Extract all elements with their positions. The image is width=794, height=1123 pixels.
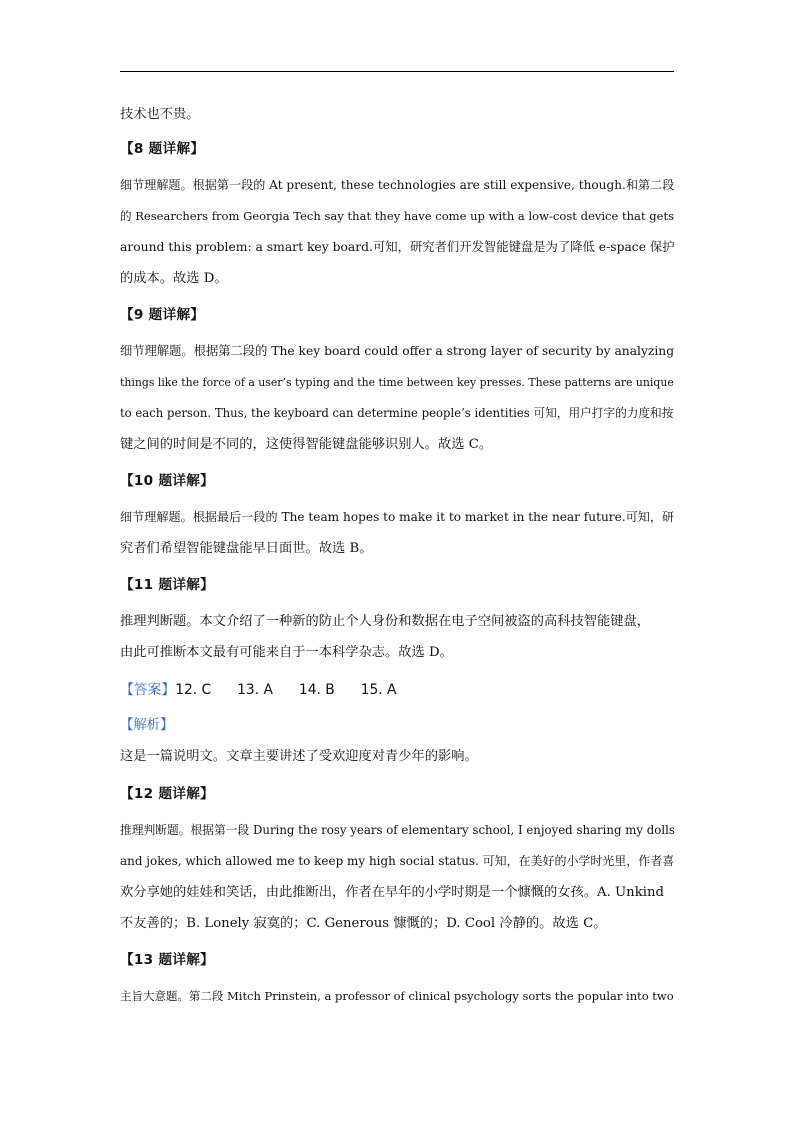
text-line: and jokes, which allowed me to keep my high social status. 可知，在美好的小学时光里，作者喜	[120, 854, 675, 868]
text-line: 细节理解题。根据第二段的 The key board could offer a strong layer of security by analyzing	[120, 344, 675, 358]
text-line: 主旨大意题。第二段 Mitch Prinstein, a professor of clinical psychology sorts the popular into two	[120, 989, 674, 1003]
heading-q12: 【12 题详解】	[120, 786, 215, 802]
text-line: 推理判断题。本文介绍了一种新的防止个人身份和数据在电子空间被盗的高科技智能键盘，	[120, 614, 651, 629]
paragraph-intro	[120, 741, 680, 772]
text-line: things like the force of a user’s typing and the time between key presses. These patterns are unique	[120, 376, 674, 389]
paragraph-q10	[120, 502, 680, 564]
text-line: 不友善的；B. Lonely 寂寞的；C. Generous 慷慨的；D. Cool 冷静的。故选 C。	[120, 916, 607, 931]
heading-q13: 【13 题详解】	[120, 952, 215, 968]
text-line: 技术也不贵。	[120, 107, 200, 122]
paragraph-continuation	[120, 99, 680, 130]
text-line: 究者们希望智能键盘能早日面世。故选 B。	[120, 541, 373, 556]
heading-q8: 【8 题详解】	[120, 141, 205, 157]
answer-14: 14. B	[298, 682, 335, 698]
answer-line	[120, 680, 680, 700]
paragraph-q13	[120, 981, 680, 1012]
answer-12: 12. C	[175, 682, 212, 698]
header-rule	[120, 71, 674, 72]
text-line: 细节理解题。根据最后一段的 The team hopes to make it to market in the near future.可知，研	[120, 510, 675, 524]
text-line: 这是一篇说明文。文章主要讲述了受欢迎度对青少年的影响。	[120, 749, 478, 764]
text-line: 的 Researchers from Georgia Tech say that they have come up with a low-cost device that gets	[120, 209, 675, 223]
text-line: 的成本。故选 D。	[120, 271, 228, 286]
paragraph-q12	[120, 815, 680, 939]
text-line: 推理判断题。根据第一段 During the rosy years of elementary school, I enjoyed sharing my dolls	[120, 823, 675, 837]
heading-q9: 【9 题详解】	[120, 307, 205, 323]
paragraph-q8	[120, 170, 680, 294]
paragraph-q11	[120, 606, 680, 668]
paragraph-q9	[120, 336, 680, 460]
answer-tag: 【答案】	[120, 682, 176, 698]
heading-q11: 【11 题详解】	[120, 577, 215, 593]
analysis-tag: 【解析】	[120, 718, 174, 733]
text-line: 由此可推断本文最有可能来自于一本科学杂志。故选 D。	[120, 645, 453, 660]
answer-15: 15. A	[360, 682, 397, 698]
text-line: 细节理解题。根据第一段的 At present, these technologies are still expensive, though.和第二段	[120, 178, 675, 192]
text-line: 键之间的时间是不同的，这使得智能键盘能够识别人。故选 C。	[120, 437, 493, 452]
text-line: around this problem: a smart key board.可知，研究者们开发智能键盘是为了降低 e-space 保护	[120, 240, 675, 254]
text-line: to each person. Thus, the keyboard can determine people’s identities 可知，用户打字的力度和按	[120, 406, 674, 420]
heading-q10: 【10 题详解】	[120, 473, 215, 489]
answer-13: 13. A	[237, 682, 273, 698]
text-line: 欢分享她的娃娃和笑话，由此推断出，作者在早年的小学时期是一个慷慨的女孩。A. Unkind	[120, 885, 664, 900]
